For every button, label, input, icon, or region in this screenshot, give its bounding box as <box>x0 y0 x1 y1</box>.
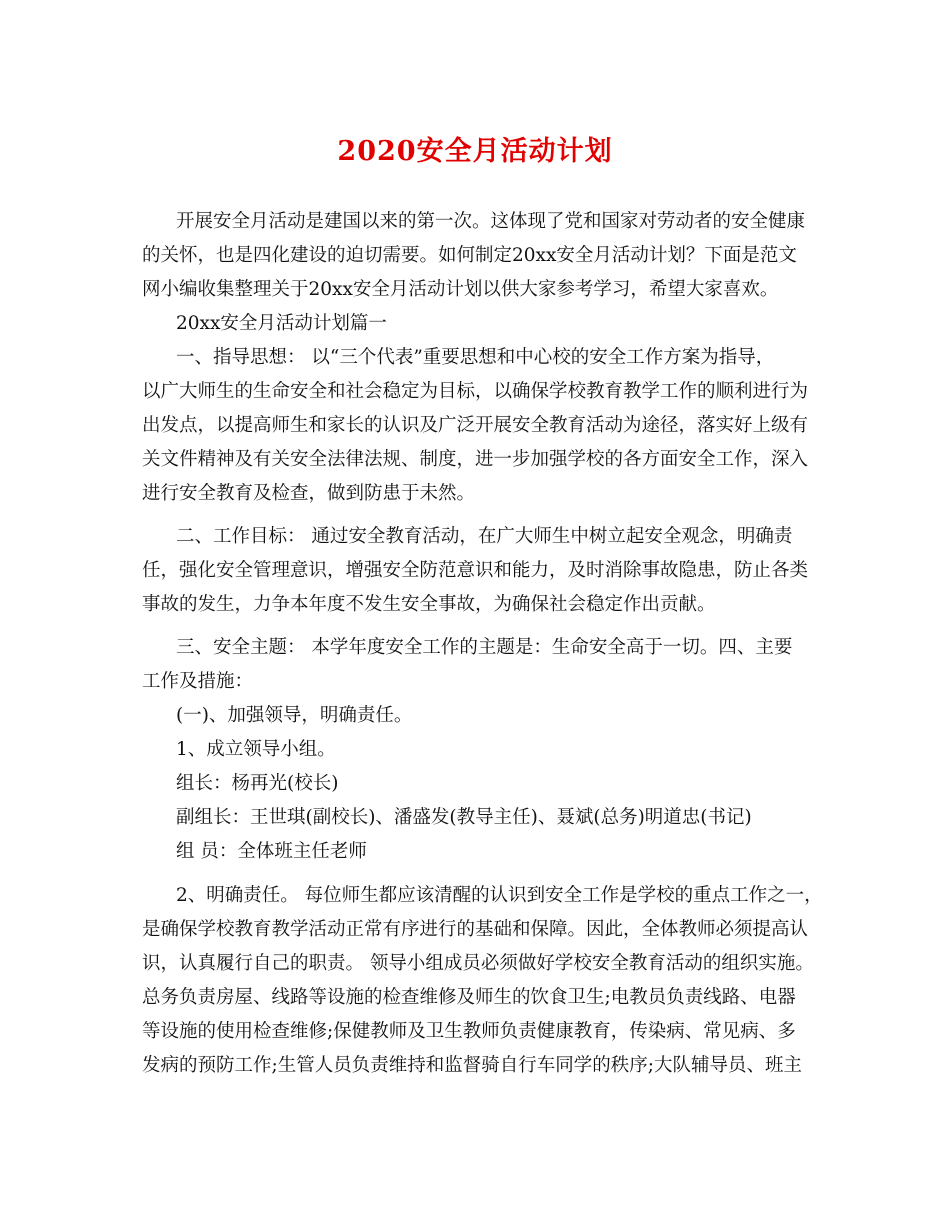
paragraph-line: 工作及措施： <box>142 671 254 692</box>
paragraph-line: 以广大师生的生命安全和社会稳定为目标，以确保学校教育教学工作的顺利进行为 <box>142 381 809 402</box>
paragraph-line: 组 员：全体班主任老师 <box>176 841 367 862</box>
paragraph-line: 总务负责房屋、线路等设施的检查维修及师生的饮食卫生;电教员负责线路、电器 <box>142 987 796 1008</box>
paragraph-line: 网小编收集整理关于20xx安全月活动计划以供大家参考学习，希望大家喜欢。 <box>142 279 779 300</box>
paragraph-line: 开展安全月活动是建国以来的第一次。这体现了党和国家对劳动者的安全健康 <box>176 211 806 232</box>
paragraph-line: 副组长：王世琪(副校长)、潘盛发(教导主任)、聂斌(总务)明道忠(书记) <box>176 807 752 828</box>
section-heading: 20xx安全月活动计划篇一 <box>176 313 387 334</box>
paragraph-line: 进行安全教育及检查，做到防患于未然。 <box>142 483 476 504</box>
paragraph-line: 关文件精神及有关安全法律法规、制度，进一步加强学校的各方面安全工作，深入 <box>142 449 809 470</box>
paragraph-line: 二、工作目标： 通过安全教育活动，在广大师生中树立起安全观念，明确责 <box>176 526 793 547</box>
paragraph-line: 出发点，以提高师生和家长的认识及广泛开展安全教育活动为途径，落实好上级有 <box>142 415 809 436</box>
paragraph-line: 2、明确责任。 每位师生都应该清醒的认识到安全工作是学校的重点工作之一， <box>176 885 823 906</box>
paragraph-line: 任，强化安全管理意识，增强安全防范意识和能力，及时消除事故隐患，防止各类 <box>142 560 809 581</box>
paragraph-line: 识，认真履行自己的职责。 领导小组成员必须做好学校安全教育活动的组织实施。 <box>142 953 814 974</box>
paragraph-line: 1、成立领导小组。 <box>176 739 336 760</box>
paragraph-line: 的关怀，也是四化建设的迫切需要。如何制定20xx安全月活动计划？下面是范文 <box>142 245 797 266</box>
paragraph-line: (一)、加强领导，明确责任。 <box>176 705 413 726</box>
paragraph-line: 组长：杨再光(校长) <box>176 773 339 794</box>
paragraph-line: 事故的发生，力争本年度不发生安全事故，为确保社会稳定作出贡献。 <box>142 594 716 615</box>
paragraph-line: 三、安全主题： 本学年度安全工作的主题是：生命安全高于一切。四、主要 <box>176 637 793 658</box>
document-title: 2020安全月活动计划 <box>337 136 613 167</box>
paragraph-line: 等设施的使用检查维修;保健教师及卫生教师负责健康教育，传染病、常见病、多 <box>142 1021 796 1042</box>
paragraph-line: 是确保学校教育教学活动正常有序进行的基础和保障。因此，全体教师必须提高认 <box>142 919 809 940</box>
paragraph-line: 一、指导思想： 以“三个代表”重要思想和中心校的安全工作方案为指导， <box>176 347 775 368</box>
paragraph-line: 发病的预防工作;生管人员负责维持和监督骑自行车同学的秩序;大队辅导员、班主 <box>142 1055 802 1076</box>
